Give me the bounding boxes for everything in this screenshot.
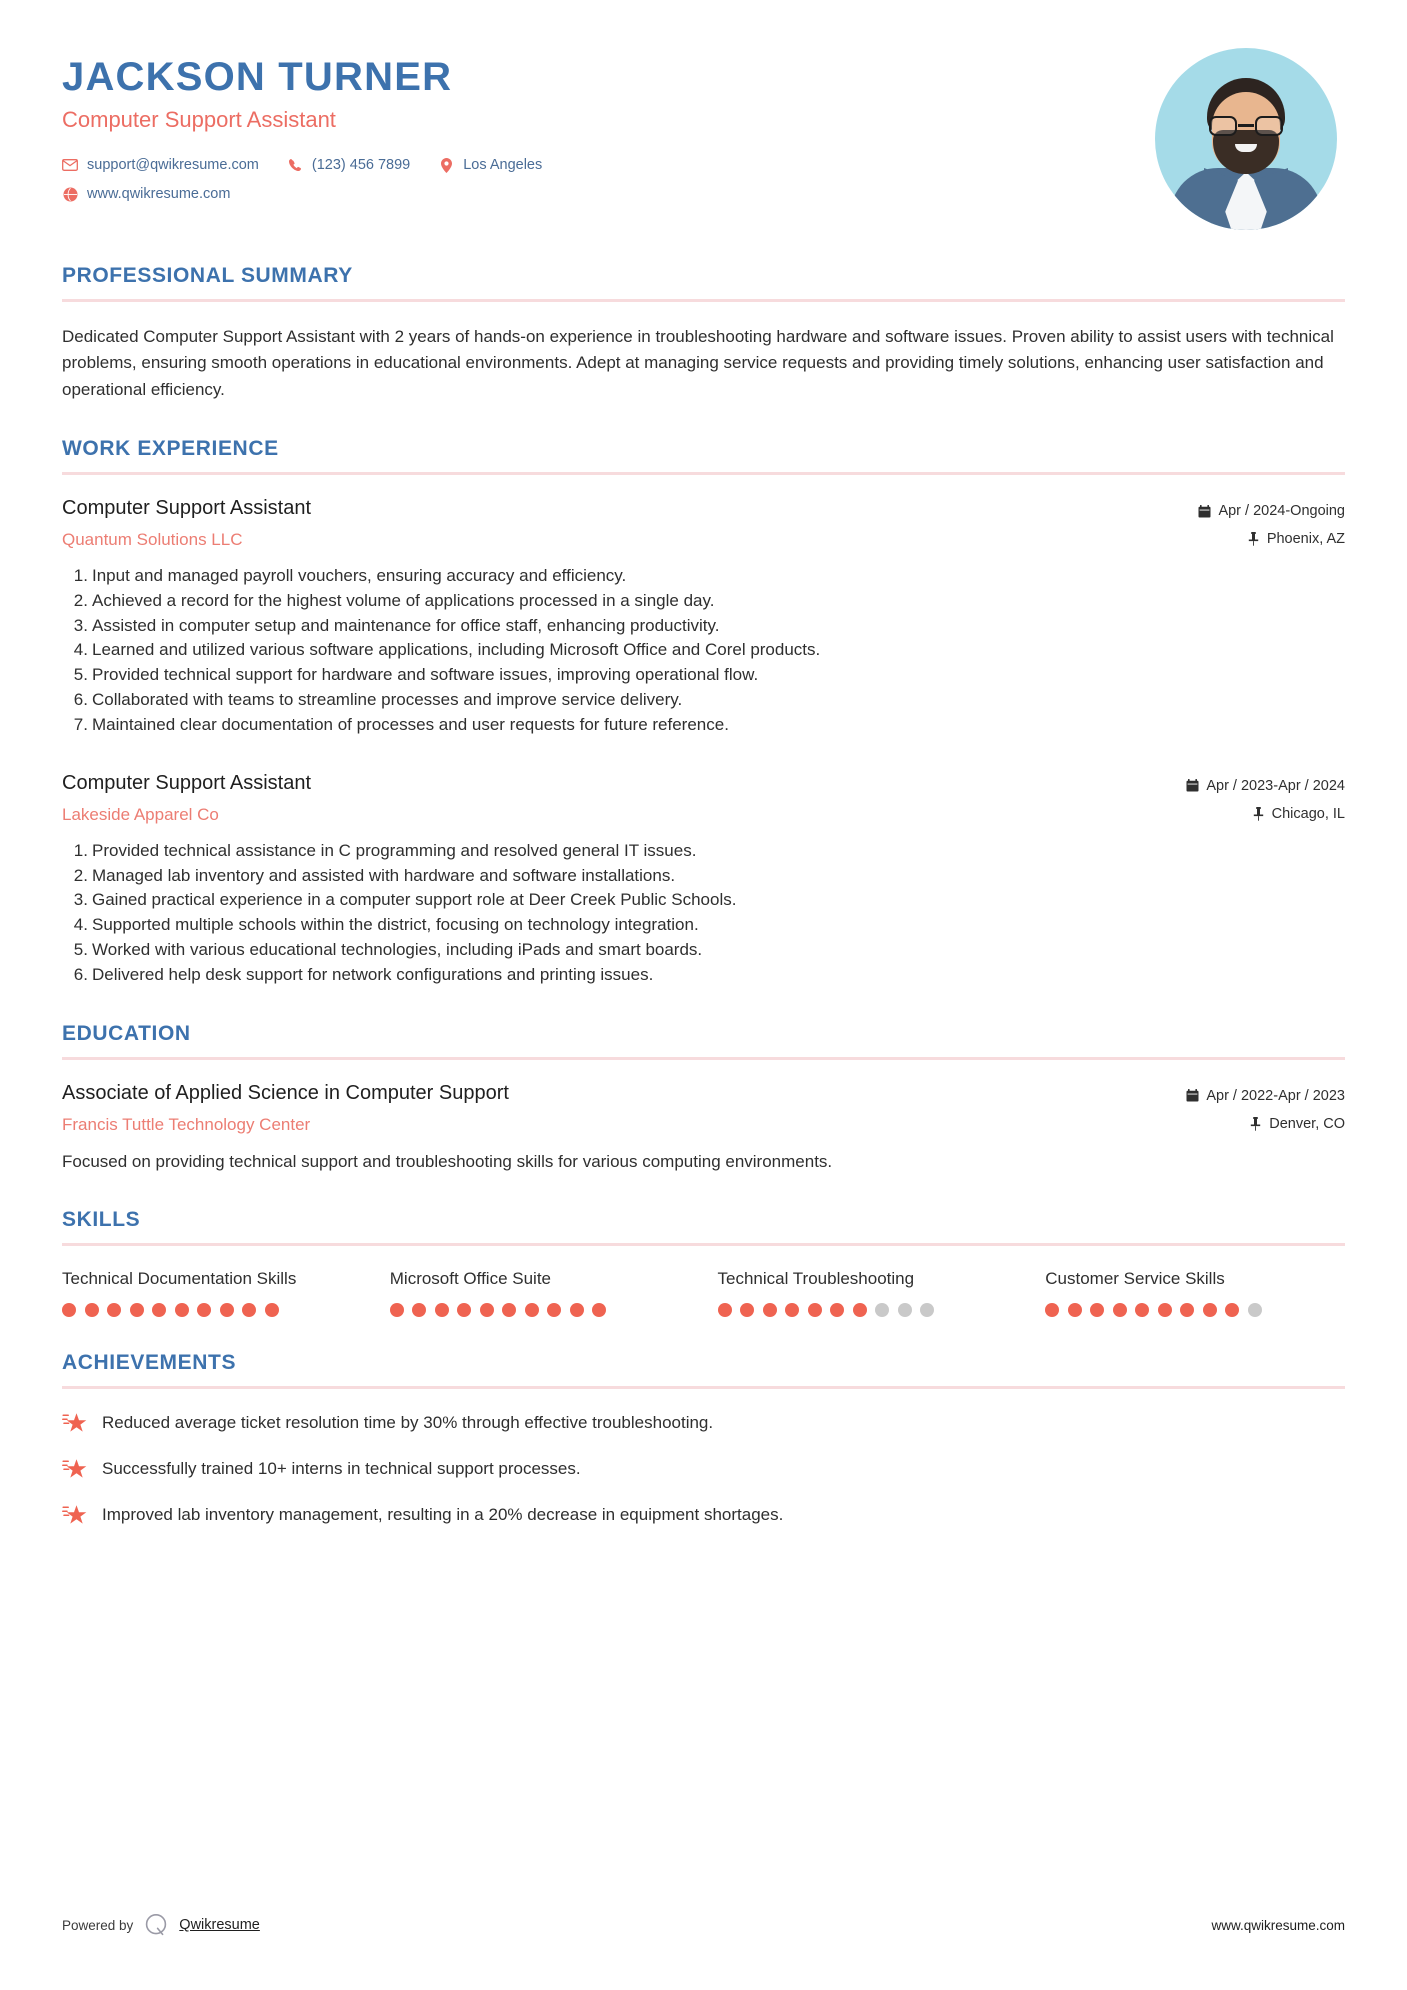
skill-dot-filled — [502, 1303, 516, 1317]
skill-dot-filled — [853, 1303, 867, 1317]
skill-dot-filled — [1203, 1303, 1217, 1317]
achievement-item — [62, 1411, 1345, 1436]
calendar-icon — [1198, 504, 1211, 518]
section-title-skills: SKILLS — [62, 1208, 141, 1232]
experience-date-label: Apr / 2024-Ongoing — [1218, 503, 1345, 520]
skill-dot-filled — [1090, 1303, 1104, 1317]
skill-name: Microsoft Office Suite — [389, 1269, 551, 1289]
skill-dot-filled — [718, 1303, 732, 1317]
skill-dot-filled — [130, 1303, 144, 1317]
skill-dot-filled — [830, 1303, 844, 1317]
skill-dot-filled — [62, 1303, 76, 1317]
qwikresume-brand-link[interactable]: Qwikresume — [179, 1917, 260, 1933]
map-pin-icon — [438, 157, 454, 173]
section-title-education: EDUCATION — [62, 1021, 191, 1045]
experience-role: Computer Support Assistant — [62, 771, 312, 794]
avatar — [1155, 48, 1337, 230]
skill-dot-filled — [1225, 1303, 1239, 1317]
skill-dot-filled — [220, 1303, 234, 1317]
skill-rating — [390, 1303, 690, 1317]
experience-role: Computer Support Assistant — [62, 497, 312, 520]
contact-phone[interactable] — [287, 157, 410, 173]
skill-dot-filled — [435, 1303, 449, 1317]
bullet-item: Provided technical support for hardware and software issues, improving operational flow. — [92, 665, 759, 685]
skill-name: Technical Documentation Skills — [62, 1269, 297, 1289]
summary-body — [62, 324, 1345, 403]
skill-item — [718, 1268, 1018, 1317]
pushpin-icon — [1247, 532, 1260, 546]
section-skills — [62, 1208, 1345, 1317]
bullet-item: Managed lab inventory and assisted with hardware and software installations. — [92, 865, 676, 885]
avatar-lens-right — [1255, 116, 1283, 136]
education-entry-meta — [1186, 1082, 1345, 1132]
experience-location-label: Chicago, IL — [1271, 805, 1345, 822]
contact-row-primary — [62, 157, 1155, 173]
bullet-item: Supported multiple schools within the district, focusing on technology integration. — [92, 915, 699, 935]
skills-body — [62, 1268, 1345, 1317]
experience-entry — [62, 772, 1345, 988]
skill-dot-filled — [785, 1303, 799, 1317]
skill-dot-empty — [1248, 1303, 1262, 1317]
skill-dot-filled — [1068, 1303, 1082, 1317]
education-date-label: Apr / 2022-Apr / 2023 — [1206, 1087, 1345, 1104]
section-divider — [62, 1386, 1345, 1389]
experience-bullets — [62, 839, 1345, 988]
skill-dot-empty — [875, 1303, 889, 1317]
achievement-text: Improved lab inventory management, resulting in a 20% decrease in equipment shortages. — [102, 1505, 784, 1525]
experience-entry — [62, 497, 1345, 738]
bullet-item: Assisted in computer setup and maintenance for office staff, enhancing productivity. — [92, 615, 720, 635]
skill-dot-filled — [763, 1303, 777, 1317]
skill-dot-filled — [1113, 1303, 1127, 1317]
resume-header — [62, 0, 1345, 230]
avatar-glasses-bridge — [1238, 124, 1254, 127]
education-description: Focused on providing technical support and troubleshooting skills for various computing environments. — [62, 1151, 833, 1171]
education-date — [1186, 1088, 1345, 1104]
calendar-icon — [1186, 779, 1199, 793]
experience-body — [62, 497, 1345, 988]
phone-icon — [287, 157, 303, 173]
skill-item — [390, 1268, 690, 1317]
experience-entry-header — [62, 497, 1345, 550]
experience-bullets — [62, 564, 1345, 738]
bullet-item: Achieved a record for the highest volume of applications processed in a single day. — [92, 590, 715, 610]
experience-company: Lakeside Apparel Co — [62, 804, 219, 824]
skill-rating — [718, 1303, 1018, 1317]
experience-location-label: Phoenix, AZ — [1266, 531, 1345, 548]
skill-dot-filled — [152, 1303, 166, 1317]
footer-branding — [62, 1912, 260, 1938]
contact-row-website — [62, 186, 1155, 202]
skill-dot-filled — [808, 1303, 822, 1317]
skill-dot-filled — [1180, 1303, 1194, 1317]
contact-email-label: support@qwikresume.com — [87, 157, 259, 174]
experience-date — [1198, 503, 1345, 519]
skill-dot-filled — [85, 1303, 99, 1317]
section-divider — [62, 472, 1345, 475]
skill-dot-filled — [457, 1303, 471, 1317]
education-location-label: Denver, CO — [1269, 1115, 1345, 1132]
achievements-body — [62, 1411, 1345, 1528]
bullet-item: Maintained clear documentation of processes and user requests for future reference. — [92, 714, 729, 734]
experience-date — [1186, 778, 1345, 794]
experience-location — [1186, 806, 1345, 822]
skill-dot-filled — [740, 1303, 754, 1317]
page-title: JACKSON TURNER — [62, 55, 453, 99]
skill-dot-filled — [480, 1303, 494, 1317]
experience-entry-left — [62, 497, 1198, 550]
contact-location — [438, 157, 542, 173]
achievement-item — [62, 1457, 1345, 1482]
education-entry-left — [62, 1082, 1186, 1135]
star-icon — [62, 1504, 88, 1528]
star-icon — [62, 1412, 88, 1436]
experience-date-label: Apr / 2023-Apr / 2024 — [1206, 777, 1345, 794]
summary-text: Dedicated Computer Support Assistant with 2 years of hands-on experience in troubleshooting hardware and software issues. Proven ability to assist users with technical problems, ensuring smooth operations in educational environments. Adept at managing service requests and providing timely solutions, enhancing user satisfaction and operational efficiency. — [62, 327, 1334, 399]
experience-location — [1198, 531, 1345, 547]
avatar-wrapper — [1155, 48, 1337, 230]
powered-by-label: Powered by — [62, 1917, 134, 1933]
section-divider — [62, 299, 1345, 302]
bullet-item: Delivered help desk support for network configurations and printing issues. — [92, 964, 654, 984]
skill-dot-filled — [570, 1303, 584, 1317]
skill-item — [62, 1268, 362, 1317]
skill-dot-filled — [390, 1303, 404, 1317]
calendar-icon — [1186, 1089, 1199, 1103]
skill-dot-filled — [197, 1303, 211, 1317]
bullet-item: Collaborated with teams to streamline processes and improve service delivery. — [92, 690, 683, 710]
section-professional-summary — [62, 264, 1345, 403]
skill-dot-filled — [547, 1303, 561, 1317]
skills-grid — [62, 1268, 1345, 1317]
contact-email[interactable] — [62, 157, 259, 173]
contact-info — [62, 157, 1155, 202]
skill-dot-filled — [242, 1303, 256, 1317]
skill-dot-empty — [920, 1303, 934, 1317]
section-divider — [62, 1057, 1345, 1060]
skill-dot-filled — [1135, 1303, 1149, 1317]
skill-rating — [1045, 1303, 1345, 1317]
education-location — [1186, 1116, 1345, 1132]
skill-name: Customer Service Skills — [1045, 1269, 1225, 1289]
skill-dot-empty — [898, 1303, 912, 1317]
bullet-item: Gained practical experience in a computer support role at Deer Creek Public Schools. — [92, 890, 737, 910]
page-footer — [62, 1912, 1345, 1938]
avatar-lens-left — [1209, 116, 1237, 136]
section-title-achievements: ACHIEVEMENTS — [62, 1351, 237, 1375]
skill-dot-filled — [1045, 1303, 1059, 1317]
education-entry-header — [62, 1082, 1345, 1135]
skill-dot-filled — [592, 1303, 606, 1317]
header-left — [62, 48, 1155, 215]
header-job-title: Computer Support Assistant — [62, 107, 336, 133]
envelope-icon — [62, 157, 78, 173]
pushpin-icon — [1252, 807, 1265, 821]
pushpin-icon — [1249, 1117, 1262, 1131]
section-education — [62, 1022, 1345, 1175]
skill-rating — [62, 1303, 362, 1317]
star-icon — [62, 1458, 88, 1482]
section-achievements — [62, 1351, 1345, 1528]
achievement-text: Successfully trained 10+ interns in technical support processes. — [102, 1459, 581, 1479]
bullet-item: Provided technical assistance in C programming and resolved general IT issues. — [92, 840, 697, 860]
education-school: Francis Tuttle Technology Center — [62, 1114, 311, 1134]
avatar-glasses — [1209, 116, 1283, 136]
contact-phone-label: (123) 456 7899 — [311, 157, 411, 174]
contact-location-label: Los Angeles — [463, 157, 543, 174]
education-entry — [62, 1082, 1345, 1175]
experience-entry-left — [62, 772, 1186, 825]
bullet-item: Worked with various educational technologies, including iPads and smart boards. — [92, 939, 703, 959]
skill-dot-filled — [175, 1303, 189, 1317]
achievement-text: Reduced average ticket resolution time by 30% through effective troubleshooting. — [102, 1413, 714, 1433]
experience-entry-meta — [1186, 772, 1345, 822]
skill-dot-filled — [412, 1303, 426, 1317]
skill-item — [1045, 1268, 1345, 1317]
education-body — [62, 1082, 1345, 1175]
experience-company: Quantum Solutions LLC — [62, 530, 243, 550]
bullet-item: Input and managed payroll vouchers, ensuring accuracy and efficiency. — [92, 566, 627, 586]
education-degree: Associate of Applied Science in Computer Support — [62, 1081, 509, 1104]
contact-website[interactable] — [62, 186, 230, 202]
bullet-item: Learned and utilized various software applications, including Microsoft Office and Corel products. — [92, 640, 821, 660]
section-title-summary: PROFESSIONAL SUMMARY — [62, 264, 353, 287]
experience-entry-header — [62, 772, 1345, 825]
skill-dot-filled — [107, 1303, 121, 1317]
skill-dot-filled — [525, 1303, 539, 1317]
footer-website[interactable]: www.qwikresume.com — [1211, 1917, 1345, 1933]
section-title-experience: WORK EXPERIENCE — [62, 437, 279, 461]
qwikresume-logo-icon — [143, 1912, 169, 1938]
contact-website-label: www.qwikresume.com — [87, 186, 231, 203]
experience-entry-meta — [1198, 497, 1345, 547]
achievement-item — [62, 1503, 1345, 1528]
skill-name: Technical Troubleshooting — [717, 1269, 915, 1289]
section-work-experience — [62, 437, 1345, 988]
globe-icon — [62, 186, 78, 202]
skill-dot-filled — [265, 1303, 279, 1317]
section-divider — [62, 1243, 1345, 1246]
skill-dot-filled — [1158, 1303, 1172, 1317]
